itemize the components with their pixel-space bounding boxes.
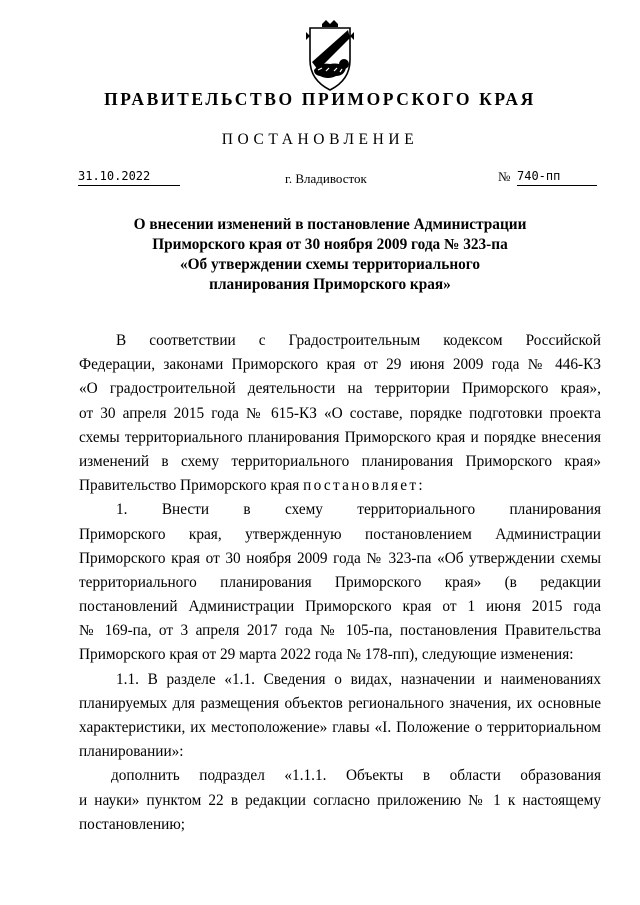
body-line: характеристики, их местоположение» главы «I. Положение о территориальном: [79, 719, 601, 736]
document-city: г. Владивосток: [285, 171, 367, 186]
document-body: [79, 329, 601, 837]
body-line: постановлению;: [79, 815, 185, 833]
body-line: № 169-па, от 3 апреля 2017 года № 105-па, постановления Правительства: [79, 622, 601, 640]
document-heading: [60, 215, 600, 295]
body-line: постановлений Администрации Приморского края от 1 июня 2015 года: [79, 598, 601, 616]
body-line: Приморского края от 30 ноября 2009 года № 323-па «Об утверждении схемы: [79, 549, 601, 567]
document-number: 740-пп: [517, 169, 597, 186]
body-line: 1. Внести в схему территориального планирования: [116, 501, 601, 519]
document-type: ПОСТАНОВЛЕНИЕ: [221, 131, 419, 148]
coat-of-arms-emblem: [296, 18, 364, 94]
body-line: от 30 апреля 2015 года № 615-КЗ «О составе, порядке подготовки проекта: [79, 404, 601, 422]
body-line: территориального планирования Приморского края» (в редакции: [79, 573, 601, 591]
body-text: :: [418, 477, 423, 495]
body-line: Федерации, законами Приморского края от 29 июня 2009 года № 446-КЗ: [79, 356, 601, 374]
body-line: дополнить подраздел «1.1.1. Объекты в области образования: [111, 767, 601, 785]
body-line: схемы территориального планирования Приморского края и порядке внесения: [79, 428, 601, 446]
government-title: ПРАВИТЕЛЬСТВО ПРИМОРСКОГО КРАЯ: [104, 89, 536, 109]
body-line: В соответствии с Градостроительным кодексом Российской: [116, 332, 601, 349]
body-line: Приморского края, утвержденную постановлением Администрации: [79, 525, 601, 543]
body-line: Приморского края от 29 марта 2022 года № 178-пп), следующие изменения:: [79, 646, 574, 664]
body-line: планировании»:: [79, 743, 184, 761]
heading-line: Приморского края от 30 ноября 2009 года № 323-па: [152, 236, 508, 253]
heading-line: «Об утверждении схемы территориального: [180, 256, 480, 273]
document-date: 31.10.2022: [78, 169, 180, 186]
body-line: планируемых для размещения объектов регионального значения, их основные: [79, 694, 601, 712]
decree-verb: постановляет: [303, 477, 419, 495]
body-line: изменений в схему территориального планирования Приморского края»: [79, 452, 601, 470]
body-line: [79, 474, 601, 498]
heading-line: планирования Приморского края»: [209, 276, 451, 293]
heading-line: О внесении изменений в постановление Администрации: [133, 216, 527, 233]
number-sign: №: [498, 169, 511, 184]
body-text: Правительство Приморского края: [79, 477, 304, 495]
body-line: и науки» пунктом 22 в редакции согласно приложению № 1 к настоящему: [79, 791, 601, 809]
body-line: «О градостроительной деятельности на территории Приморского края»,: [79, 380, 601, 398]
body-line: 1.1. В разделе «1.1. Сведения о видах, назначении и наименованиях: [116, 670, 601, 688]
